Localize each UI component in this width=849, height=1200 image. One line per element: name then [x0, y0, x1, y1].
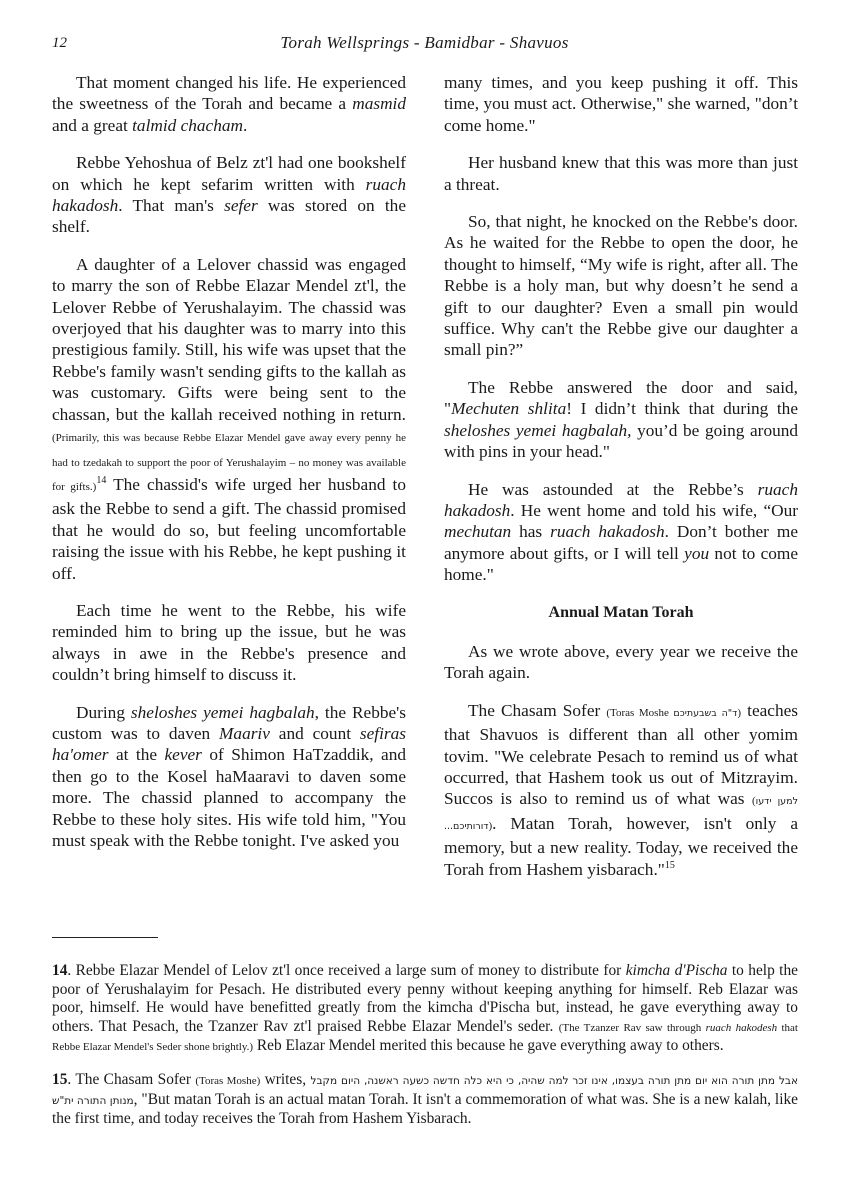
paragraph-astounded	[444, 479, 798, 586]
term-ruach-hakodesh: ruach hakodesh	[705, 1021, 778, 1034]
parenthetical-note: (Primarily, this was because Rebbe Elazar Mendel gave away every penny he had to tzedakah to support the poor of Yerushalayim – no money was available for gifts.)	[52, 432, 406, 493]
text: .	[243, 115, 248, 135]
page-number: 12	[52, 35, 67, 51]
text: The chassid's wife urged her husband to ask the Rebbe to send a gift. The chassid promised that he would do so, but feeling uncomfortable raising the issue with his Rebbe, he kept pushing it off.	[52, 474, 407, 583]
footnote-ref-15: 15	[664, 859, 675, 871]
text: . He went home and told his wife, “Our	[510, 500, 798, 520]
text: to help the poor of Yerushalayim for Pesach. He distributed every penny without keeping anything for himself. Reb Elazar was poor, himself. He would have benefitted greatly from the kimcha d'Pischa but, instead, he gave everything away to others. That Pesach, the Tzanzer Rav zt'l praised Rebbe Elazar Mendel's seder.	[52, 962, 798, 1035]
footnote-divider	[52, 937, 158, 938]
text: at the	[108, 745, 165, 765]
text: writes,	[260, 1070, 311, 1088]
term-kimcha-dpischa: kimcha d'Pischa	[625, 962, 728, 979]
text: The Chasam Sofer	[468, 700, 607, 720]
left-column	[52, 72, 406, 851]
text: Reb Elazar Mendel merited this because he gave everything away to others.	[253, 1037, 724, 1055]
term-talmid-chacham: talmid chacham	[132, 115, 243, 135]
term-mechuten-shlita: Mechuten shlita	[451, 399, 567, 419]
term-ruach-hakadosh: ruach hakadosh	[444, 479, 798, 520]
source-citation: (	[751, 795, 756, 808]
text: . Rebbe Elazar Mendel of Lelov zt'l once received a large sum of money to distribute for	[67, 962, 626, 979]
text: The Rebbe answered the door and said, "	[444, 377, 798, 419]
section-heading: Annual Matan Torah	[548, 603, 694, 621]
text: ! I didn’t think that during the	[566, 399, 798, 419]
paragraph-threat: Her husband knew that this was more than just a threat.	[444, 153, 798, 194]
text: teaches that Shavuos is different than all other yomim tovim. "We celebrate Pesach to remind us of what occurred, that Hashem took us out of Mitzrayim. Succos is also to remind us of what was	[444, 700, 798, 809]
source-citation: )	[488, 819, 493, 832]
text: , "But matan Torah is an actual matan Torah. It isn't a commemoration of what was. She is a new kalah, like the first time, and today receives the Torah from Hashem Yisbarach.	[52, 1090, 798, 1128]
text: . Matan Torah, however, isn't only a memory, but a new reality. Today, we received the Torah from Hashem yisbarach."	[444, 813, 798, 879]
paragraph-sheloshes-yemei-hagbalah	[52, 702, 406, 852]
term-ruach-hakadosh: ruach hakadosh	[550, 522, 665, 542]
text: and a great	[52, 115, 133, 135]
paragraph-knock-door: So, that night, he knocked on the Rebbe's door. As he waited for the Rebbe to open the door, he thought to himself, “My wife is right, after all. The Rebbe is a holy man, but why doesn’t he send a gift to our daughter? Even a small pin would suffice. Why can't the Rebbe give our daughter a small pin?”	[444, 212, 798, 360]
term-mechutan: mechutan	[444, 522, 512, 542]
paragraph-continued: many times, and you keep pushing it off. This time, you must act. Otherwise," she warned, "don’t come home."	[444, 73, 798, 135]
paragraph-rebbe-answer	[444, 377, 798, 463]
text: That moment changed his life. He experienced the sweetness of the Torah and became a	[52, 73, 406, 114]
text: not to come home."	[444, 543, 798, 585]
text: He was astounded at the Rebbe’s	[468, 479, 758, 499]
source-citation: )	[737, 706, 742, 719]
term-sefiras-haomer: sefiras ha'omer	[52, 723, 406, 765]
term-kever: kever	[164, 745, 202, 765]
footnotes	[52, 962, 798, 1143]
footnote-number: 14	[52, 962, 68, 979]
paragraph-belz-bookshelf	[52, 152, 406, 238]
term-masmid: masmid	[352, 94, 406, 114]
text: was stored on the shelf.	[52, 196, 406, 237]
text: and count	[269, 723, 360, 743]
right-column	[444, 72, 798, 880]
running-title: Torah Wellsprings - Bamidbar - Shavuos	[280, 33, 569, 52]
text: . That man's	[118, 196, 225, 216]
paragraph-each-time: Each time he went to the Rebbe, his wife reminded him to bring up the issue, but he was always in awe in the Rebbe's presence and couldn’t bring himself to discuss it.	[52, 600, 406, 685]
hebrew-quote: אבל מתן תורה הוא יום מתן תורה בעצמו, אינו זכר למה שהיה, כי היא כלה חדשה כשעה ראשנה, היום מקבל מנותן התורה ית"ש	[52, 1074, 799, 1107]
parenthetical-note: (The Tzanzer Rav saw through	[558, 1021, 706, 1034]
term-you: you	[684, 543, 710, 563]
text: . The Chasam Sofer	[67, 1070, 196, 1088]
paragraph-lelover-daughter	[52, 254, 406, 584]
footnote-14	[52, 962, 798, 1057]
text: Rebbe Yehoshua of Belz zt'l had one bookshelf on which he kept sefarim written with	[52, 153, 406, 194]
footnote-15	[52, 1071, 798, 1129]
text: of Shimon HaTzaddik, and then go to the Kosel haMaaravi to daven some more. The chassid planned to accompany the Rebbe to these holy sites. His wife told him, "You must speak with the Rebbe tonight. I've asked you	[52, 745, 406, 850]
text: , the Rebbe's custom was to daven	[52, 702, 406, 743]
paragraph-chasam-sofer	[444, 700, 798, 880]
paragraph-masmid	[52, 72, 406, 136]
source-citation: (Toras Moshe)	[195, 1074, 261, 1087]
term-maariv: Maariv	[219, 723, 270, 743]
hebrew-citation: ד"ה בשבעתיכם	[673, 707, 738, 719]
term-sheloshes-yemei-hagbalah: sheloshes yemei hagbalah,	[444, 420, 632, 440]
term-ruach-hakadosh: ruach hakadosh	[52, 174, 406, 216]
paragraph-every-year: As we wrote above, every year we receive the Torah again.	[444, 641, 798, 683]
hebrew-citation: למען ידעו דורותיכם...	[444, 796, 798, 832]
text: . Don’t bother me anymore about gifts, or I will tell	[444, 522, 798, 563]
footnote-number: 15	[52, 1070, 68, 1088]
footnote-ref-14: 14	[96, 475, 107, 487]
term-sheloshes-yemei-hagbalah: sheloshes yemei hagbalah	[130, 702, 315, 722]
text: has	[511, 522, 551, 542]
source-citation: (Toras Moshe	[606, 706, 674, 719]
text: During	[76, 702, 131, 722]
parenthetical-note: that Rebbe Elazar Mendel's Seder shone brightly.)	[52, 1021, 798, 1054]
text: A daughter of a Lelover chassid was engaged to marry the son of Rebbe Elazar Mendel zt'l, the Lelover Rebbe of Yerushalayim. The chassid was overjoyed that his daughter was to marry into this prestigious family. Still, his wife was upset that the Rebbe's family wasn't sending gifts to the kallah as was customary. Gifts were being sent to the chassan, but the kallah received nothing in return.	[52, 254, 406, 424]
text: you’d be going around with pins in your head."	[444, 420, 799, 462]
term-sefer: sefer	[224, 196, 258, 216]
